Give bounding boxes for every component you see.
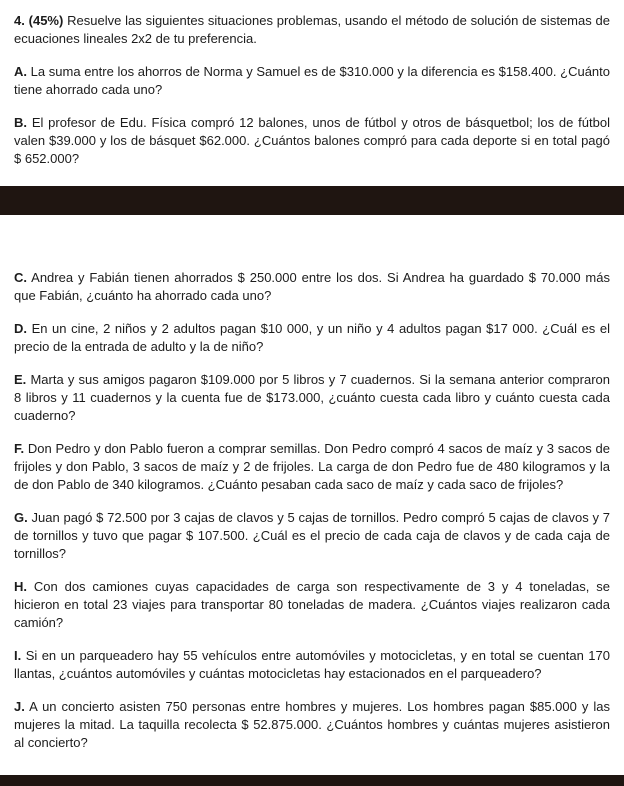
problem-a-label: A. — [14, 64, 27, 79]
problem-number: 4. (45%) — [14, 13, 64, 28]
problem-e-text: Marta y sus amigos pagaron $109.000 por 5 libros y 7 cuadernos. Si la semana anterior compraron 8 libros y 11 cuadernos y la cuenta fue de $173.000, ¿cuánto cuesta cada libro y cuánto cuesta cada cuaderno? — [14, 372, 610, 423]
problem-e-label: E. — [14, 372, 27, 387]
problem-g-label: G. — [14, 510, 28, 525]
problem-a — [14, 63, 610, 99]
problem-e — [14, 371, 610, 425]
problem-statement-header — [14, 12, 610, 48]
problem-h-label: H. — [14, 579, 27, 594]
problem-c-label: C. — [14, 270, 27, 285]
problem-f-label: F. — [14, 441, 25, 456]
problem-g-text: Juan pagó $ 72.500 por 3 cajas de clavos y 5 cajas de tornillos. Pedro compró 5 cajas de clavos y 7 de tornillos y tuvo que pagar $ 107.500. ¿Cuál es el precio de cada caja de clavos y de cada caja de tornillos? — [14, 510, 610, 561]
problem-a-text: La suma entre los ahorros de Norma y Samuel es de $310.000 y la diferencia es $158.400. ¿Cuánto tiene ahorrado cada uno? — [14, 64, 611, 97]
problem-h — [14, 578, 610, 632]
problem-c-text: Andrea y Fabián tienen ahorrados $ 250.000 entre los dos. Si Andrea ha guardado $ 70.000 más que Fabián, ¿cuánto ha ahorrado cada uno? — [14, 270, 610, 303]
problem-f-text: Don Pedro y don Pablo fueron a comprar semillas. Don Pedro compró 4 sacos de maíz y 3 sacos de frijoles y don Pablo, 3 sacos de maíz y 2 de frijoles. La carga de don Pedro fue de 480 kilogramos y la de don Pablo de 340 kilogramos. ¿Cuánto pesaban cada saco de maíz y cada saco de frijoles? — [14, 441, 610, 492]
problem-b-text: El profesor de Edu. Física compró 12 balones, unos de fútbol y otros de básquetbol; los de fútbol valen $39.000 y los de básquet $62.000. ¿Cuántos balones compró para cada deporte si en total pagó $ 652.000? — [14, 115, 610, 166]
problem-instructions: Resuelve las siguientes situaciones problemas, usando el método de solución de sistemas de ecuaciones lineales 2x2 de tu preferencia. — [14, 13, 610, 46]
problem-h-text: Con dos camiones cuyas capacidades de carga son respectivamente de 3 y 4 toneladas, se hicieron en total 23 viajes para transportar 80 toneladas de madera. ¿Cuántos viajes realizaron cada camión? — [14, 579, 610, 630]
blank-space — [14, 215, 610, 269]
problem-d-text: En un cine, 2 niños y 2 adultos pagan $10 000, y un niño y 4 adultos pagan $17 000. ¿Cuál es el precio de la entrada de adulto y la de niño? — [14, 321, 610, 354]
dark-bottom-band — [0, 775, 624, 786]
problem-b-label: B. — [14, 115, 27, 130]
problem-j-label: J. — [14, 699, 25, 714]
problem-d — [14, 320, 610, 356]
problem-j — [14, 698, 610, 752]
problem-i-label: I. — [14, 648, 22, 663]
problem-i-text: Si en un parqueadero hay 55 vehículos entre automóviles y motocicletas, y en total se cuentan 170 llantas, ¿cuántos automóviles y cuántas motocicletas hay estacionados en el parqueadero? — [14, 648, 610, 681]
problem-i — [14, 647, 610, 683]
problem-d-label: D. — [14, 321, 27, 336]
problem-b — [14, 114, 610, 168]
problem-j-text: A un concierto asisten 750 personas entre hombres y mujeres. Los hombres pagan $85.000 y las mujeres la mitad. La taquilla recolecta $ 52.875.000. ¿Cuántos hombres y cuántas mujeres asistieron al concierto? — [14, 699, 610, 750]
problem-g — [14, 509, 610, 563]
dark-separator-band — [0, 186, 624, 215]
problem-c — [14, 269, 610, 305]
problem-f — [14, 440, 610, 494]
